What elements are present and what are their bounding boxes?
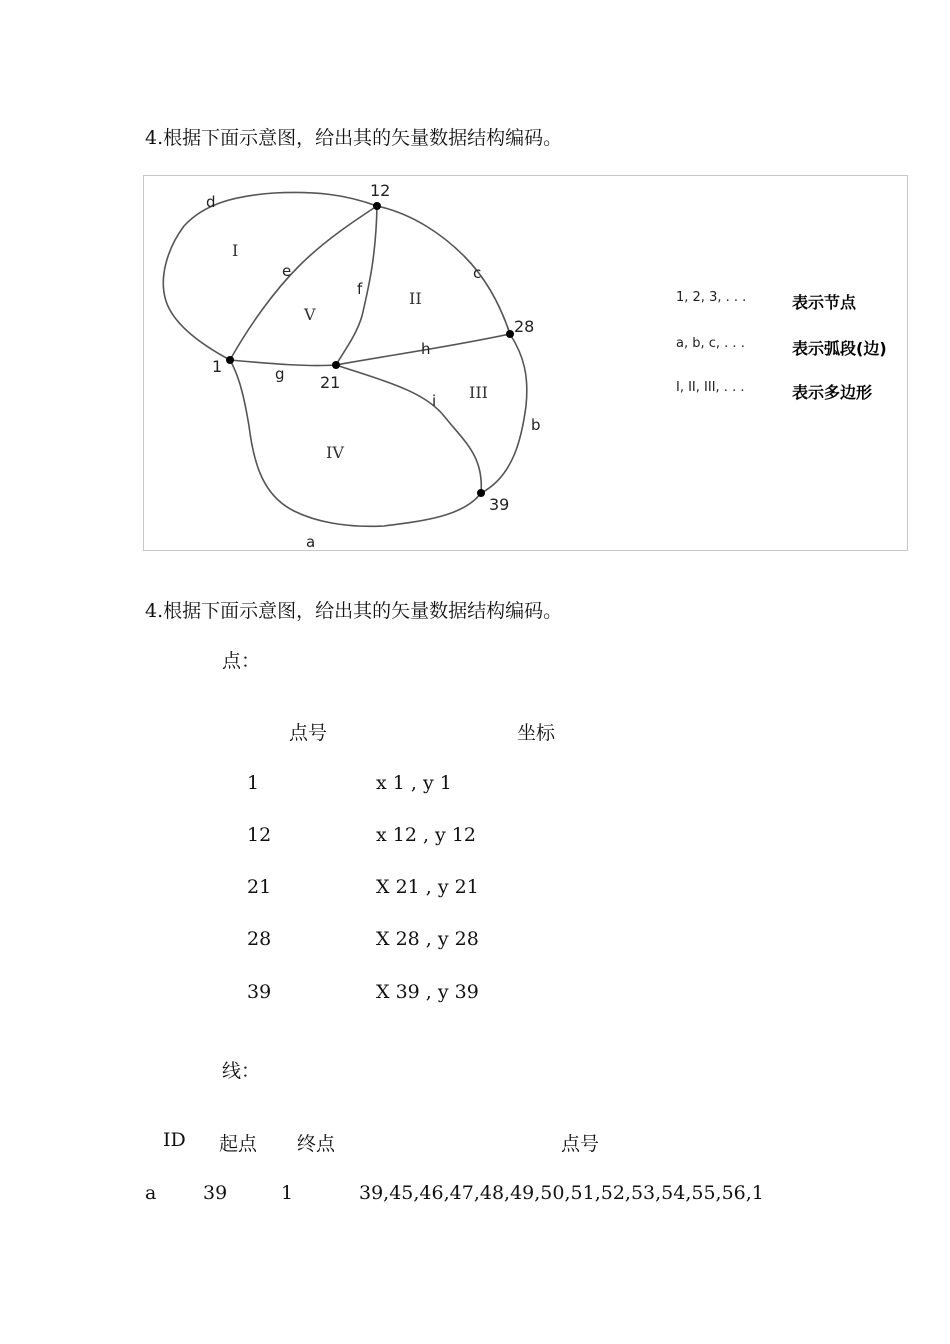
lines-col-points-header: 点号 — [561, 1133, 600, 1155]
lines-section-label: 线： — [222, 1060, 261, 1082]
points-row-id: 1 — [247, 772, 260, 794]
node-label-21: 21 — [320, 373, 341, 392]
points-row-id: 28 — [247, 928, 272, 950]
points-row-coord: X 28 , y 28 — [376, 928, 479, 950]
legend-desc: 表示多边形 — [792, 383, 873, 402]
question-title-repeat: 4.根据下面示意图，给出其的矢量数据结构编码。 — [145, 600, 563, 622]
arc-label-c: c — [473, 264, 482, 282]
arc-b — [481, 334, 527, 493]
node-28 — [506, 330, 514, 338]
legend-key: I, II, III, . . . — [676, 380, 745, 395]
points-row-id: 12 — [247, 824, 272, 846]
lines-row-start: 39 — [203, 1182, 228, 1204]
points-row-coord: X 21 , y 21 — [376, 876, 479, 898]
node-label-1: 1 — [212, 357, 223, 376]
arc-label-d: d — [206, 193, 216, 211]
arc-label-e: e — [282, 262, 292, 280]
arc-label-g: g — [275, 365, 285, 383]
node-39 — [477, 489, 485, 497]
polygon-label-IV: IV — [326, 443, 344, 462]
points-section-label: 点： — [222, 650, 261, 672]
legend-key: 1, 2, 3, . . . — [676, 290, 747, 305]
arc-label-b: b — [531, 416, 541, 434]
lines-col-start-header: 起点 — [219, 1133, 258, 1155]
node-label-39: 39 — [489, 495, 510, 514]
arc-e — [230, 206, 377, 360]
points-row-id: 39 — [247, 981, 272, 1003]
arc-label-h: h — [421, 340, 431, 358]
arc-label-a: a — [306, 533, 316, 551]
polygon-label-V: V — [304, 305, 316, 324]
arc-c — [377, 206, 510, 334]
arc-label-i: i — [432, 392, 437, 410]
node-label-28: 28 — [514, 317, 535, 336]
legend-desc: 表示节点 — [792, 293, 857, 312]
node-21 — [332, 361, 340, 369]
node-12 — [373, 202, 381, 210]
lines-col-id-header: ID — [163, 1129, 186, 1151]
points-col-coord-header: 坐标 — [517, 722, 556, 744]
arc-i — [336, 365, 481, 493]
lines-row-end: 1 — [281, 1182, 294, 1204]
node-1 — [226, 356, 234, 364]
polygon-label-II: II — [409, 289, 422, 308]
legend-key: a, b, c, . . . — [676, 336, 745, 351]
lines-row-points: 39,45,46,47,48,49,50,51,52,53,54,55,56,1 — [359, 1182, 764, 1204]
points-col-id-header: 点号 — [289, 722, 328, 744]
points-row-coord: x 12 , y 12 — [376, 824, 477, 846]
points-row-id: 21 — [247, 876, 272, 898]
arc-a — [230, 360, 481, 526]
points-row-coord: X 39 , y 39 — [376, 981, 479, 1003]
arc-label-f: f — [357, 280, 363, 298]
lines-row-id: a — [145, 1182, 157, 1204]
arc-d — [163, 192, 377, 360]
polygon-label-III: III — [469, 383, 488, 402]
lines-col-end-header: 终点 — [297, 1133, 336, 1155]
legend-desc: 表示弧段(边) — [792, 339, 887, 358]
diagram-legend — [676, 286, 906, 406]
question-title: 4.根据下面示意图，给出其的矢量数据结构编码。 — [145, 127, 563, 149]
polygon-label-I: I — [232, 241, 239, 260]
points-row-coord: x 1 , y 1 — [376, 772, 452, 794]
vector-diagram-figure — [143, 175, 908, 551]
node-label-12: 12 — [370, 181, 391, 200]
